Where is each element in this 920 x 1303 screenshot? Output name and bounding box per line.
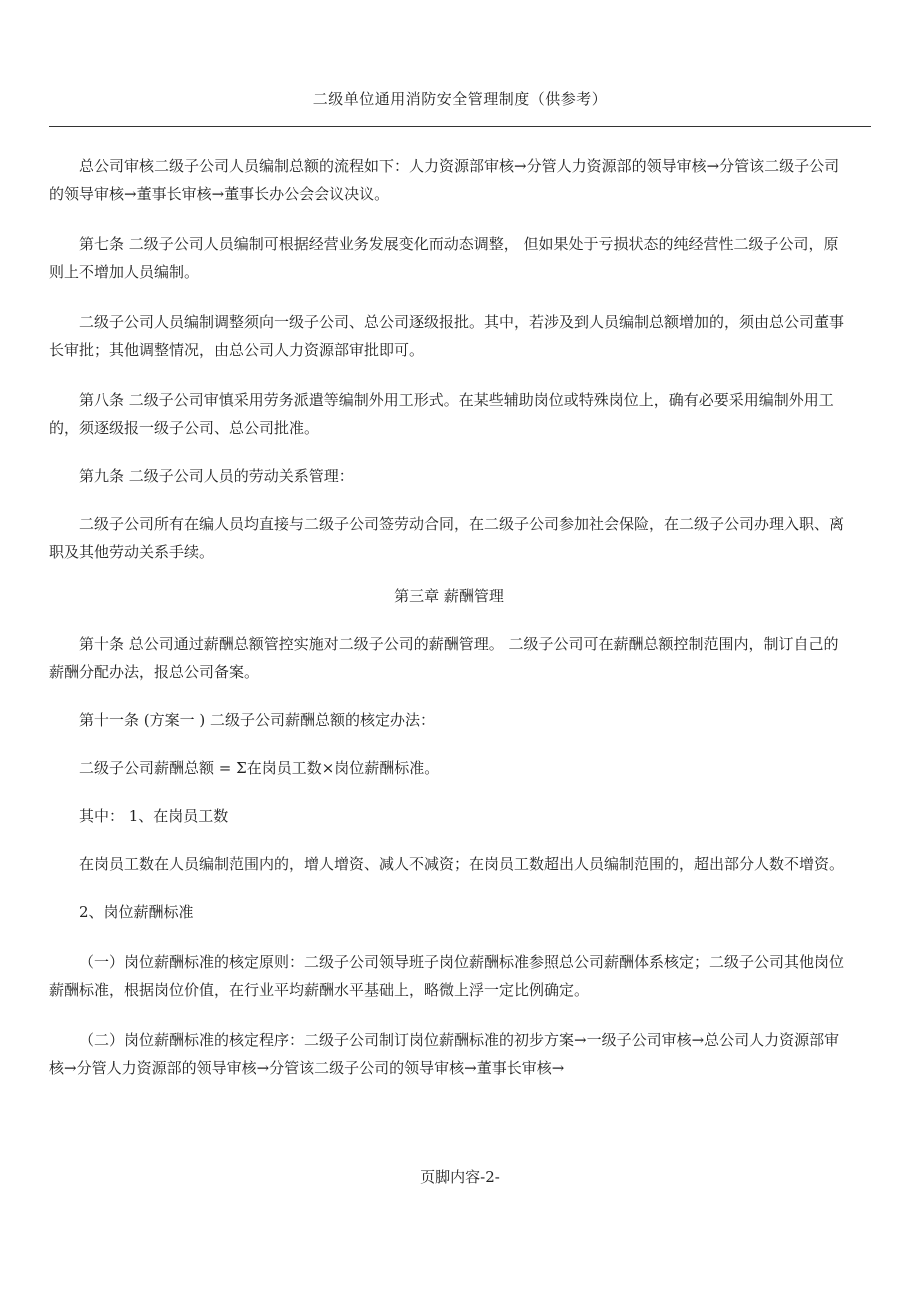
paragraph-article-10: 第十条 总公司通过薪酬总额管控实施对二级子公司的薪酬管理。 二级子公司可在薪酬总额控制范围内，制订自己的薪酬分配办法，报总公司备案。 [49,635,839,681]
paragraph-labor-contract: 二级子公司所有在编人员均直接与二级子公司签劳动合同，在二级子公司参加社会保险，在二级子公司办理入职、离职及其他劳动关系手续。 [49,515,845,561]
page-footer: 页脚内容-2- [420,1168,500,1186]
paragraph-article-9: 第九条 二级子公司人员的劳动关系管理： [79,467,354,485]
document-body [49,152,849,1082]
paragraph-article-11: 第十一条 (方案一 ) 二级子公司薪酬总额的核定办法： [79,711,436,729]
paragraph-article-8: 第八条 二级子公司审慎采用劳务派遣等编制外用工形式。在某些辅助岗位或特殊岗位上，确有必要采用编制外用工的，须逐级报一级子公司、总公司批准。 [49,391,834,437]
paragraph-employee-count-rule: 在岗员工数在人员编制范围内的，增人增资、减人不减资；在岗员工数超出人员编制范围的，超出部分人数不增资。 [79,855,845,873]
paragraph-article-7: 第七条 二级子公司人员编制可根据经营业务发展变化而动态调整， 但如果处于亏损状态的纯经营性二级子公司，原则上不增加人员编制。 [49,235,839,281]
paragraph-employee-count-heading: 其中： 1、在岗员工数 [79,807,229,825]
paragraph-standard-principle: （一）岗位薪酬标准的核定原则：二级子公司领导班子岗位薪酬标准参照总公司薪酬体系核定；二级子公司其他岗位薪酬标准，根据岗位价值，在行业平均薪酬水平基础上，略微上浮一定比例确定。 [49,953,845,999]
paragraph-approval-flow: 总公司审核二级子公司人员编制总额的流程如下：人力资源部审核→分管人力资源部的领导审核→分管该二级子公司的领导审核→董事长审核→董事长办公会会议决议。 [49,157,840,203]
paragraph-salary-standard-heading: 2、岗位薪酬标准 [79,903,194,921]
header-rule [49,126,871,127]
chapter-heading: 第三章 薪酬管理 [394,587,504,605]
paragraph-staffing-adjustment: 二级子公司人员编制调整须向一级子公司、总公司逐级报批。其中，若涉及到人员编制总额增加的，须由总公司董事长审批；其他调整情况，由总公司人力资源部审批即可。 [49,313,845,359]
page-header: 二级单位通用消防安全管理制度（供参考） [312,90,608,108]
paragraph-salary-formula: 二级子公司薪酬总额 = Σ在岗员工数×岗位薪酬标准。 [79,759,440,777]
paragraph-standard-procedure: （二）岗位薪酬标准的核定程序：二级子公司制订岗位薪酬标准的初步方案→一级子公司审核→总公司人力资源部审核→分管人力资源部的领导审核→分管该二级子公司的领导审核→董事长审核→ [49,1031,840,1077]
